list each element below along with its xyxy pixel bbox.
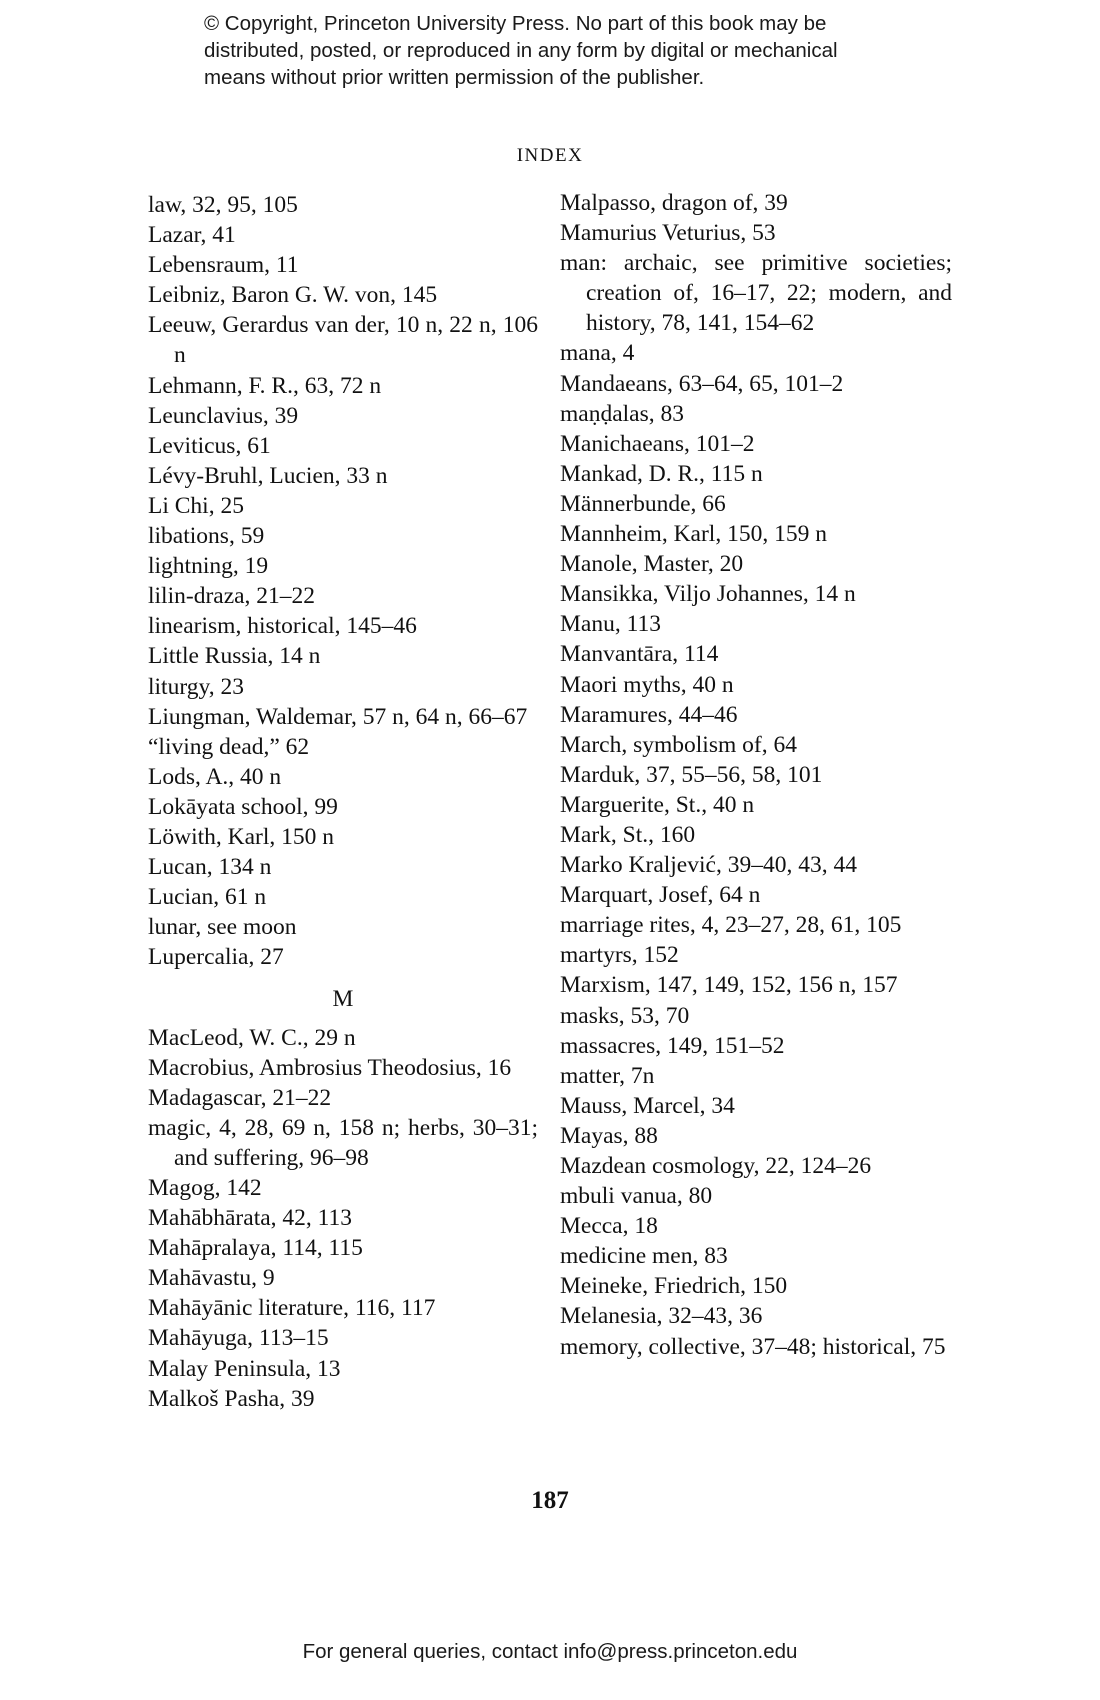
index-entry: Leibniz, Baron G. W. von, 145 (148, 282, 438, 309)
index-entry: linearism, historical, 145–46 (148, 613, 417, 640)
index-entry: Mark, St., 160 (560, 821, 696, 848)
index-entry: Lokāyata school, 99 (148, 793, 338, 820)
index-entry: Little Russia, 14 n (148, 643, 321, 670)
index-entry: maṇḍalas, 83 (560, 400, 684, 427)
index-entry: Manole, Master, 20 (560, 551, 744, 578)
index-entry: Maramures, 44–46 (560, 701, 738, 728)
index-entry: Mansikka, Viljo Johannes, 14 n (560, 581, 856, 608)
index-entry: Mahāpralaya, 114, 115 (148, 1235, 363, 1262)
index-entry: Mayas, 88 (560, 1122, 658, 1149)
index-column-right (560, 188, 952, 1362)
index-entry: lilin-draza, 21–22 (148, 583, 316, 610)
copyright-notice (204, 10, 924, 91)
index-entry: Lucian, 61 n (148, 884, 267, 911)
index-entry: Lévy-Bruhl, Lucien, 33 n (148, 462, 388, 489)
index-entry: Löwith, Karl, 150 n (148, 823, 335, 850)
index-entry: Männerbunde, 66 (560, 490, 726, 517)
index-entry: Marxism, 147, 149, 152, 156 n, 157 (560, 972, 898, 999)
index-entry: Mauss, Marcel, 34 (560, 1092, 735, 1119)
index-entry: Lehmann, F. R., 63, 72 n (148, 372, 382, 399)
index-entry: Lupercalia, 27 (148, 944, 284, 971)
index-entry: Lebensraum, 11 (148, 252, 299, 279)
index-entry: mana, 4 (560, 340, 635, 367)
index-entry: March, symbolism of, 64 (560, 731, 797, 758)
index-entry: Mahāyānic literature, 116, 117 (148, 1295, 436, 1322)
index-entry: magic, 4, 28, 69 n, 158 n; herbs, 30–31; and suffering, 96–98 (148, 1114, 538, 1171)
index-entry: Marquart, Josef, 64 n (560, 882, 761, 909)
index-entry: liturgy, 23 (148, 673, 244, 700)
index-entry: Liungman, Waldemar, 57 n, 64 n, 66–67 (148, 703, 528, 730)
index-entry: medicine men, 83 (560, 1243, 728, 1270)
copyright-line: © Copyright, Princeton University Press. No part of this book may be (204, 12, 827, 35)
index-entry: masks, 53, 70 (560, 1002, 690, 1029)
section-letter-heading: M (332, 986, 354, 1013)
copyright-line: means without prior written permission of the publisher. (204, 66, 705, 89)
index-entry: “living dead,” 62 (148, 733, 310, 760)
index-entry: Macrobius, Ambrosius Theodosius, 16 (148, 1054, 512, 1081)
index-entry: lunar, see moon (148, 914, 297, 941)
index-entry: memory, collective, 37–48; historical, 75 (560, 1333, 946, 1360)
index-entry: Mecca, 18 (560, 1213, 658, 1240)
index-entry: Li Chi, 25 (148, 492, 244, 519)
index-entry: Magog, 142 (148, 1175, 262, 1201)
index-entry: Marguerite, St., 40 n (560, 791, 755, 818)
index-entry: Mannheim, Karl, 150, 159 n (560, 521, 827, 548)
contact-footer: For general queries, contact info@press.princeton.edu (302, 1640, 798, 1663)
index-entry: Manichaeans, 101–2 (560, 430, 755, 457)
index-entry: Marduk, 37, 55–56, 58, 101 (560, 761, 823, 788)
index-entry: Leviticus, 61 (148, 432, 271, 459)
index-entry: libations, 59 (148, 523, 265, 550)
index-entry: Leeuw, Gerardus van der, 10 n, 22 n, 106 n (148, 312, 538, 369)
index-entry: Lazar, 41 (148, 222, 236, 249)
index-entry: Melanesia, 32–43, 36 (560, 1303, 763, 1330)
index-entry: Mahāyuga, 113–15 (148, 1325, 329, 1352)
index-entry: lightning, 19 (148, 553, 269, 580)
index-entry: Mahābhārata, 42, 113 (148, 1205, 353, 1232)
index-entry: martyrs, 152 (560, 942, 679, 969)
index-entry: Manu, 113 (560, 611, 661, 638)
index-entry: Lucan, 134 n (148, 854, 272, 881)
index-entry: Mazdean cosmology, 22, 124–26 (560, 1153, 872, 1179)
index-entry: Maori myths, 40 n (560, 671, 734, 698)
index-entry: Madagascar, 21–22 (148, 1084, 332, 1111)
index-entry: Malkoš Pasha, 39 (148, 1385, 315, 1412)
index-entry: Lods, A., 40 n (148, 763, 282, 790)
index-entry: Manvantāra, 114 (560, 641, 719, 668)
index-entry: Malpasso, dragon of, 39 (560, 190, 788, 216)
index-entry: Malay Peninsula, 13 (148, 1355, 341, 1382)
index-entry: law, 32, 95, 105 (148, 192, 298, 218)
index-entry: Mahāvastu, 9 (148, 1265, 275, 1292)
index-entry: MacLeod, W. C., 29 n (148, 1024, 356, 1051)
index-entry: Mandaeans, 63–64, 65, 101–2 (560, 370, 844, 397)
index-entry: marriage rites, 4, 23–27, 28, 61, 105 (560, 912, 902, 939)
index-entry: matter, 7n (560, 1062, 655, 1089)
index-entry: massacres, 149, 151–52 (560, 1032, 785, 1059)
index-entry: Leunclavius, 39 (148, 402, 299, 429)
running-head: INDEX (516, 145, 584, 166)
index-entry: Marko Kraljević, 39–40, 43, 44 (560, 852, 857, 879)
index-entry: Mankad, D. R., 115 n (560, 460, 763, 487)
index-column-left (148, 190, 538, 1414)
copyright-line: distributed, posted, or reproduced in any form by digital or mechanical (204, 39, 838, 62)
index-entry: man: archaic, see primitive societies; creation of, 16–17, 22; modern, and history, 78, 141, 154–62 (560, 250, 952, 337)
index-entry: mbuli vanua, 80 (560, 1183, 713, 1210)
page-number: 187 (531, 1487, 569, 1514)
index-entry: Meineke, Friedrich, 150 (560, 1273, 788, 1300)
index-entry: Mamurius Veturius, 53 (560, 220, 776, 247)
